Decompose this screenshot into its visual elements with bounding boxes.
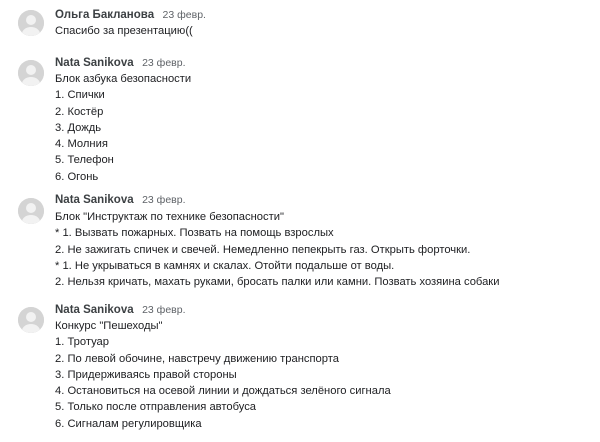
user-avatar-icon bbox=[18, 10, 44, 36]
comment-author: Nata Sanikova bbox=[55, 304, 134, 316]
comment-date: 23 февр. bbox=[142, 57, 186, 69]
comment-line: 5. Телефон bbox=[55, 154, 114, 167]
comment-line: 2. По левой обочине, навстречу движению транспорта bbox=[55, 352, 339, 365]
avatar[interactable] bbox=[18, 60, 44, 86]
comment-text bbox=[55, 23, 595, 39]
avatar[interactable] bbox=[18, 198, 44, 224]
comment-date: 23 февр. bbox=[142, 304, 186, 316]
user-avatar-icon bbox=[18, 60, 44, 86]
comment-line: 2. Костёр bbox=[55, 105, 104, 118]
comment-line: * 1. Не укрываться в камнях и скалах. Отойти подальше от воды. bbox=[55, 259, 395, 272]
user-avatar-icon bbox=[18, 198, 44, 224]
comment-line: 4. Остановиться на осевой линии и дождаться зелёного сигнала bbox=[55, 385, 391, 398]
comment-line: Блок "Инструктаж по технике безопасности" bbox=[55, 211, 284, 223]
comment-line: Блок азбука безопасности bbox=[55, 73, 192, 85]
user-avatar-icon bbox=[18, 307, 44, 333]
comment-line: 2. Нельзя кричать, махать руками, бросать палки или камни. Позвать хозяина собаки bbox=[55, 276, 500, 289]
comment-line: 6. Сигналам регулировщика bbox=[55, 417, 202, 430]
comment-author: Ольга Бакланова bbox=[55, 9, 155, 21]
comment-author: Nata Sanikova bbox=[55, 194, 134, 206]
comment-line: 3. Дождь bbox=[55, 121, 102, 134]
comment-line: * 1. Вызвать пожарных. Позвать на помощь взрослых bbox=[55, 227, 334, 240]
comment-author: Nata Sanikova bbox=[55, 57, 134, 69]
comment-line: 4. Молния bbox=[55, 138, 108, 151]
comment-line: 1. Спички bbox=[55, 89, 105, 102]
comment-text bbox=[55, 209, 595, 290]
comment-date: 23 февр. bbox=[162, 9, 206, 21]
comment-date: 23 февр. bbox=[142, 194, 186, 206]
avatar[interactable] bbox=[18, 10, 44, 36]
comment-line: 6. Огонь bbox=[55, 170, 99, 183]
comment-line: 5. Только после отправления автобуса bbox=[55, 401, 257, 414]
comment-line: Конкурс "Пешеходы" bbox=[55, 320, 163, 332]
comment-line: Спасибо за презентацию(( bbox=[55, 25, 193, 37]
comment-line: 2. Не зажигать спичек и свечей. Немедленно пепекрыть газ. Открыть форточки. bbox=[55, 243, 471, 256]
avatar[interactable] bbox=[18, 307, 44, 333]
comment-text bbox=[55, 318, 595, 432]
comment-line: 3. Придерживаясь правой стороны bbox=[55, 368, 237, 381]
comment-line: 1. Тротуар bbox=[55, 336, 110, 349]
comment-text bbox=[55, 71, 595, 185]
